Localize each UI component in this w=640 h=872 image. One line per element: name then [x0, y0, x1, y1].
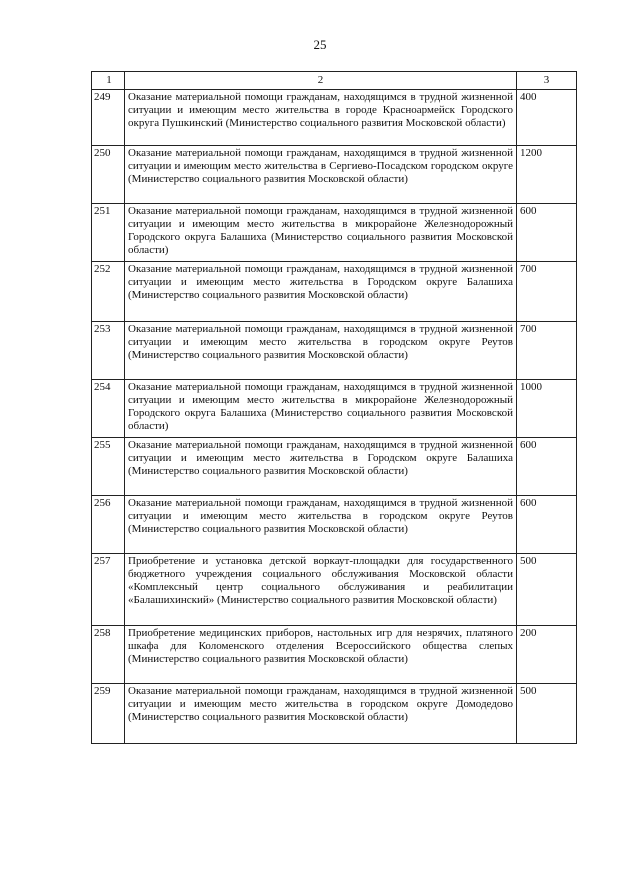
allocation-table: [91, 71, 577, 744]
row-number: 259: [92, 684, 125, 744]
header-col-2: 2: [125, 72, 517, 90]
row-number: 251: [92, 204, 125, 262]
row-amount: 600: [517, 204, 577, 262]
table-row: [92, 90, 577, 146]
row-number: 255: [92, 438, 125, 496]
page-number: 25: [313, 37, 327, 52]
row-description: Оказание материальной помощи гражданам, находящимся в трудной жизненной ситуации и имеющим место жительства в Сергиево-Посадском городском округе (Министерство социального развития Московской области): [125, 146, 517, 204]
table-row: [92, 684, 577, 744]
row-amount: 1200: [517, 146, 577, 204]
row-description: Приобретение и установка детской воркаут-площадки для государственного бюджетного учреждения социального обслуживания Московской области «Комплексный центр социального обслуживания и реабилитации «Балашихинский» (Министерство социального развития Московской области): [125, 554, 517, 626]
row-number: 250: [92, 146, 125, 204]
table-row: [92, 322, 577, 380]
header-col-1: 1: [92, 72, 125, 90]
row-description: Оказание материальной помощи гражданам, находящимся в трудной жизненной ситуации и имеющим место жительства в Городском округе Балашиха (Министерство социального развития Московской области): [125, 438, 517, 496]
row-description: Оказание материальной помощи гражданам, находящимся в трудной жизненной ситуации и имеющим место жительства в Городском округе Балашиха (Министерство социального развития Московской области): [125, 262, 517, 322]
table-row: [92, 146, 577, 204]
table-row: [92, 554, 577, 626]
row-description: Оказание материальной помощи гражданам, находящимся в трудной жизненной ситуации и имеющим место жительства в микрорайоне Железнодорожный Городского округа Балашиха (Министерство социального развития Московской области): [125, 380, 517, 438]
table-row: [92, 626, 577, 684]
table-row: [92, 262, 577, 322]
header-col-3: 3: [517, 72, 577, 90]
row-number: 249: [92, 90, 125, 146]
row-number: 256: [92, 496, 125, 554]
table-header-row: [92, 72, 577, 90]
row-description: Оказание материальной помощи гражданам, находящимся в трудной жизненной ситуации и имеющим место жительства в городском округе Реутов (Министерство социального развития Московской области): [125, 322, 517, 380]
table-row: [92, 438, 577, 496]
row-amount: 700: [517, 322, 577, 380]
row-number: 258: [92, 626, 125, 684]
row-number: 253: [92, 322, 125, 380]
row-description: Оказание материальной помощи гражданам, находящимся в трудной жизненной ситуации и имеющим место жительства в городском округе Домодедово (Министерство социального развития Московской области): [125, 684, 517, 744]
row-number: 254: [92, 380, 125, 438]
row-amount: 500: [517, 554, 577, 626]
table-row: [92, 380, 577, 438]
row-number: 257: [92, 554, 125, 626]
row-description: Оказание материальной помощи гражданам, находящимся в трудной жизненной ситуации и имеющим место жительства в городе Красноармейск Городского округа Пушкинский (Министерство социального развития Московской области): [125, 90, 517, 146]
row-number: 252: [92, 262, 125, 322]
row-description: Оказание материальной помощи гражданам, находящимся в трудной жизненной ситуации и имеющим место жительства в городском округе Реутов (Министерство социального развития Московской области): [125, 496, 517, 554]
table-row: [92, 496, 577, 554]
row-amount: 700: [517, 262, 577, 322]
row-amount: 1000: [517, 380, 577, 438]
row-amount: 400: [517, 90, 577, 146]
row-description: Оказание материальной помощи гражданам, находящимся в трудной жизненной ситуации и имеющим место жительства в микрорайоне Железнодорожный Городского округа Балашиха (Министерство социального развития Московской области): [125, 204, 517, 262]
table-row: [92, 204, 577, 262]
row-amount: 500: [517, 684, 577, 744]
row-description: Приобретение медицинских приборов, настольных игр для незрячих, платяного шкафа для Коломенского отделения Всероссийского общества слепых (Министерство социального развития Московской области): [125, 626, 517, 684]
row-amount: 600: [517, 438, 577, 496]
row-amount: 600: [517, 496, 577, 554]
row-amount: 200: [517, 626, 577, 684]
